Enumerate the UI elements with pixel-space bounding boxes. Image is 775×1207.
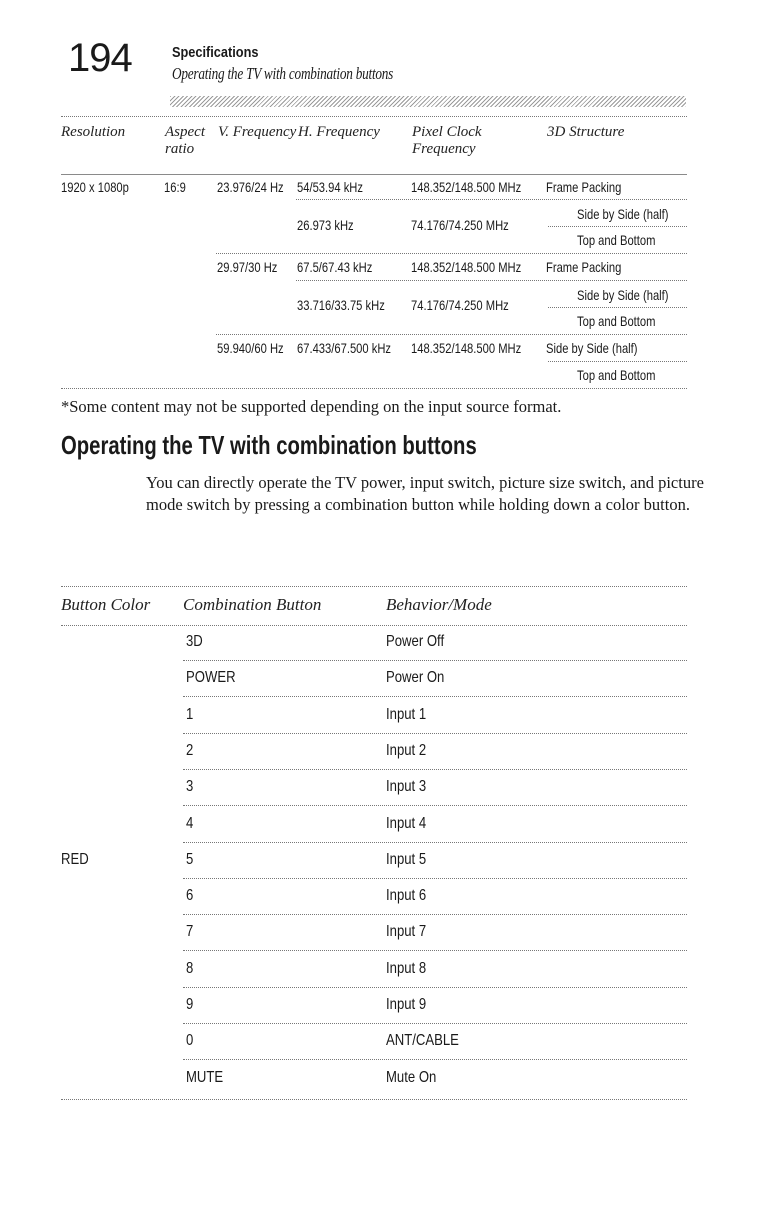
running-header-title: Specifications xyxy=(172,44,259,61)
combination-button-value: 6 xyxy=(186,887,194,904)
col-header-pixel-clock-2: Frequency xyxy=(412,141,476,157)
col-header-h-frequency: H. Frequency xyxy=(298,124,380,140)
combination-button-value: MUTE xyxy=(186,1069,224,1086)
aspect-value: 16:9 xyxy=(164,179,186,195)
behavior-mode-value: Input 3 xyxy=(386,778,427,795)
table-rule xyxy=(61,388,687,389)
intro-paragraph: You can directly operate the TV power, input switch, picture size switch, and picture mode switch by pressing a combination button while holding down a color button. xyxy=(146,473,704,514)
pixel-clock-value: 74.176/74.250 MHz xyxy=(411,297,509,313)
row-rule xyxy=(183,842,687,843)
pixel-clock-value: 148.352/148.500 MHz xyxy=(411,179,522,195)
col-header-resolution: Resolution xyxy=(61,124,126,140)
structure-value: Side by Side (half) xyxy=(546,340,638,356)
col-header-aspect-2: ratio xyxy=(165,141,195,157)
behavior-mode-value: Input 7 xyxy=(386,923,427,940)
behavior-mode-value: Input 2 xyxy=(386,742,427,759)
row-rule xyxy=(183,950,687,951)
combination-button-value: 2 xyxy=(186,742,194,759)
row-rule xyxy=(548,226,687,227)
pixel-clock-value: 74.176/74.250 MHz xyxy=(411,217,509,233)
behavior-mode-value: Input 8 xyxy=(386,960,427,977)
table-rule xyxy=(61,116,687,117)
col-header-aspect: Aspect xyxy=(165,124,205,140)
behavior-mode-value: ANT/CABLE xyxy=(386,1032,459,1049)
combination-button-value: 3D xyxy=(186,633,203,650)
row-rule xyxy=(183,878,687,879)
structure-value: Top and Bottom xyxy=(577,313,656,329)
row-rule xyxy=(548,361,687,362)
behavior-mode-value: Power Off xyxy=(386,633,445,650)
behavior-mode-value: Input 1 xyxy=(386,706,427,723)
behavior-mode-value: Input 4 xyxy=(386,815,427,832)
combination-button-value: 8 xyxy=(186,960,194,977)
v-frequency-value: 23.976/24 Hz xyxy=(217,179,284,195)
h-frequency-value: 67.433/67.500 kHz xyxy=(297,340,392,356)
structure-value: Top and Bottom xyxy=(577,367,656,383)
col-header-behavior-mode: Behavior/Mode xyxy=(386,595,492,614)
col-header-combination-button: Combination Button xyxy=(183,595,322,614)
behavior-mode-value: Input 6 xyxy=(386,887,427,904)
row-rule xyxy=(183,733,687,734)
header-rule xyxy=(170,96,686,107)
row-rule xyxy=(183,1059,687,1060)
row-rule xyxy=(183,805,687,806)
row-rule xyxy=(183,769,687,770)
combination-button-value: 1 xyxy=(186,706,194,723)
row-rule xyxy=(216,334,687,335)
row-rule xyxy=(183,987,687,988)
row-rule xyxy=(183,1023,687,1024)
row-rule xyxy=(183,696,687,697)
footnote: *Some content may not be supported depending on the input source format. xyxy=(61,397,562,416)
structure-value: Side by Side (half) xyxy=(577,206,669,222)
row-rule xyxy=(548,307,687,308)
h-frequency-value: 33.716/33.75 kHz xyxy=(297,297,385,313)
behavior-mode-value: Power On xyxy=(386,669,445,686)
button-color-value: RED xyxy=(61,851,89,868)
col-header-v-frequency: V. Frequency xyxy=(218,124,297,140)
table-rule xyxy=(61,1099,687,1100)
v-frequency-value: 29.97/30 Hz xyxy=(217,259,278,275)
behavior-mode-value: Input 9 xyxy=(386,996,427,1013)
combination-button-value: 4 xyxy=(186,815,194,832)
structure-value: Frame Packing xyxy=(546,179,622,195)
page-number: 194 xyxy=(68,36,132,80)
row-rule xyxy=(183,914,687,915)
table-rule xyxy=(61,586,687,587)
table-rule xyxy=(61,625,687,626)
structure-value: Top and Bottom xyxy=(577,232,656,248)
h-frequency-value: 54/53.94 kHz xyxy=(297,179,363,195)
v-frequency-value: 59.940/60 Hz xyxy=(217,340,284,356)
behavior-mode-value: Input 5 xyxy=(386,851,427,868)
combination-button-value: 5 xyxy=(186,851,194,868)
structure-value: Side by Side (half) xyxy=(577,287,669,303)
table-rule xyxy=(61,174,687,175)
row-rule xyxy=(183,660,687,661)
combination-button-value: 9 xyxy=(186,996,194,1013)
col-header-button-color: Button Color xyxy=(61,595,151,614)
combination-button-value: 3 xyxy=(186,778,194,795)
combination-button-value: POWER xyxy=(186,669,236,686)
combination-button-value: 0 xyxy=(186,1032,194,1049)
col-header-pixel-clock: Pixel Clock xyxy=(412,124,482,140)
row-rule xyxy=(296,280,687,281)
pixel-clock-value: 148.352/148.500 MHz xyxy=(411,259,522,275)
resolution-value: 1920 x 1080p xyxy=(61,179,129,195)
row-rule xyxy=(296,199,687,200)
h-frequency-value: 67.5/67.43 kHz xyxy=(297,259,373,275)
behavior-mode-value: Mute On xyxy=(386,1069,437,1086)
col-header-3d-structure: 3D Structure xyxy=(547,124,625,140)
structure-value: Frame Packing xyxy=(546,259,622,275)
pixel-clock-value: 148.352/148.500 MHz xyxy=(411,340,522,356)
row-rule xyxy=(216,253,687,254)
running-header-subtitle: Operating the TV with combination buttons xyxy=(172,64,394,83)
h-frequency-value: 26.973 kHz xyxy=(297,217,354,233)
section-heading: Operating the TV with combination buttons xyxy=(61,430,477,460)
combination-button-value: 7 xyxy=(186,923,194,940)
